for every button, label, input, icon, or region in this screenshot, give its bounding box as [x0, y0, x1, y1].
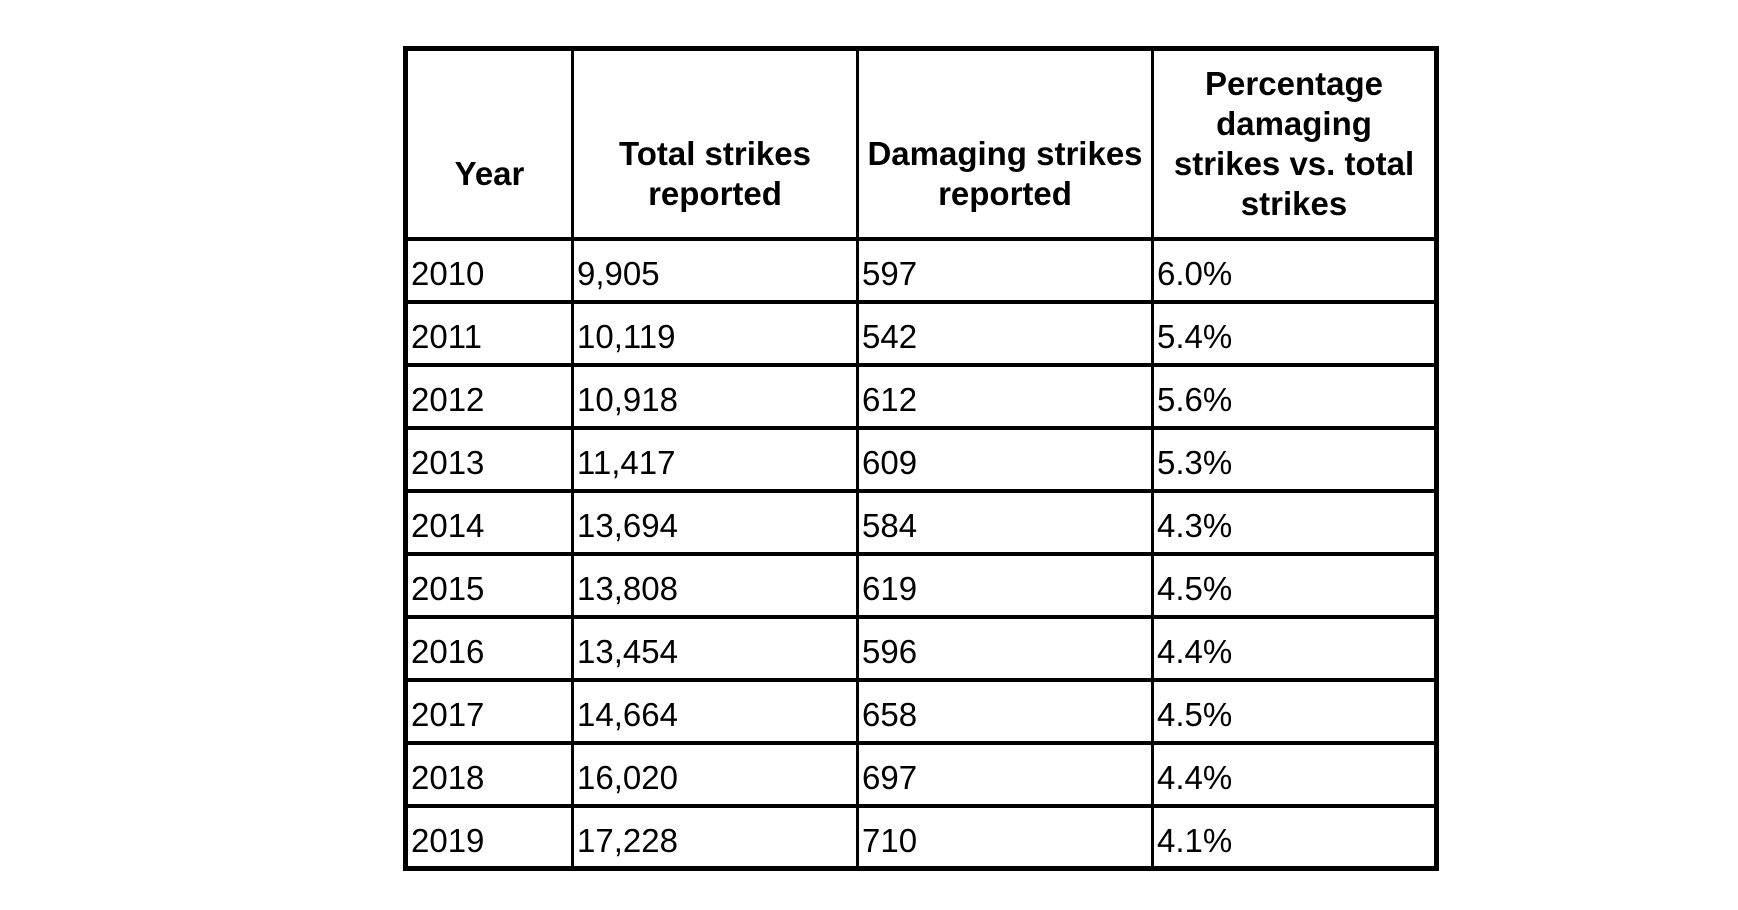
- table-cell-total-strikes: 9,905: [573, 239, 858, 302]
- table-cell-year: 2013: [406, 428, 573, 491]
- table-cell-percentage: 4.4%: [1153, 743, 1437, 806]
- table-cell-year: 2016: [406, 617, 573, 680]
- table-cell-damaging-strikes: 658: [858, 680, 1153, 743]
- table-cell-damaging-strikes: 710: [858, 806, 1153, 869]
- table-body: [406, 239, 1437, 869]
- column-header-percentage-damaging: [1156, 64, 1432, 224]
- header-cell-percentage-damaging: [1153, 49, 1437, 239]
- header-line: Percentage: [1205, 64, 1383, 102]
- header-cell-total-strikes: [573, 49, 858, 239]
- table-cell-damaging-strikes: 584: [858, 491, 1153, 554]
- header-line: Damaging strikes: [867, 134, 1143, 172]
- table-cell-year: 2015: [406, 554, 573, 617]
- table-row: [406, 239, 1437, 302]
- table-row: [406, 617, 1437, 680]
- table-cell-damaging-strikes: 609: [858, 428, 1153, 491]
- table-cell-percentage: 4.3%: [1153, 491, 1437, 554]
- header-line: damaging: [1216, 104, 1372, 142]
- header-row: [406, 49, 1437, 239]
- table-cell-percentage: 5.6%: [1153, 365, 1437, 428]
- table-cell-year: 2012: [406, 365, 573, 428]
- table-cell-damaging-strikes: 597: [858, 239, 1153, 302]
- table-cell-percentage: 4.1%: [1153, 806, 1437, 869]
- header-cell-damaging-strikes: [858, 49, 1153, 239]
- table-cell-percentage: 4.5%: [1153, 680, 1437, 743]
- strikes-by-year-table: [403, 46, 1439, 871]
- table-cell-year: 2014: [406, 491, 573, 554]
- table-cell-damaging-strikes: 596: [858, 617, 1153, 680]
- table-cell-percentage: 6.0%: [1153, 239, 1437, 302]
- table-cell-total-strikes: 16,020: [573, 743, 858, 806]
- table-cell-total-strikes: 14,664: [573, 680, 858, 743]
- table-cell-percentage: 4.5%: [1153, 554, 1437, 617]
- table-cell-year: 2011: [406, 302, 573, 365]
- table-cell-damaging-strikes: 619: [858, 554, 1153, 617]
- table-cell-year: 2010: [406, 239, 573, 302]
- table-cell-damaging-strikes: 542: [858, 302, 1153, 365]
- header-line: reported: [938, 174, 1072, 212]
- header-cell-year: [406, 49, 573, 239]
- table-cell-year: 2018: [406, 743, 573, 806]
- table-cell-year: 2019: [406, 806, 573, 869]
- table-cell-total-strikes: 11,417: [573, 428, 858, 491]
- table-row: [406, 302, 1437, 365]
- table-cell-damaging-strikes: 697: [858, 743, 1153, 806]
- header-line: strikes: [1240, 184, 1348, 222]
- header-line: Year: [454, 154, 525, 192]
- table-row: [406, 428, 1437, 491]
- table-cell-percentage: 4.4%: [1153, 617, 1437, 680]
- header-line: strikes vs. total: [1173, 144, 1415, 182]
- column-header-damaging-strikes: [861, 134, 1149, 214]
- table-cell-year: 2017: [406, 680, 573, 743]
- table-row: [406, 365, 1437, 428]
- column-header-total-strikes: [576, 134, 854, 214]
- header-line: Total strikes: [619, 134, 811, 172]
- table-row: [406, 680, 1437, 743]
- header-line: reported: [648, 174, 782, 212]
- table-cell-percentage: 5.4%: [1153, 302, 1437, 365]
- table-cell-percentage: 5.3%: [1153, 428, 1437, 491]
- table-cell-total-strikes: 13,454: [573, 617, 858, 680]
- table-cell-damaging-strikes: 612: [858, 365, 1153, 428]
- table-cell-total-strikes: 10,918: [573, 365, 858, 428]
- table-row: [406, 554, 1437, 617]
- table-cell-total-strikes: 17,228: [573, 806, 858, 869]
- table-cell-total-strikes: 13,808: [573, 554, 858, 617]
- table-row: [406, 743, 1437, 806]
- table-row: [406, 806, 1437, 869]
- table-row: [406, 491, 1437, 554]
- column-header-year: [410, 154, 569, 194]
- table-cell-total-strikes: 10,119: [573, 302, 858, 365]
- table-cell-total-strikes: 13,694: [573, 491, 858, 554]
